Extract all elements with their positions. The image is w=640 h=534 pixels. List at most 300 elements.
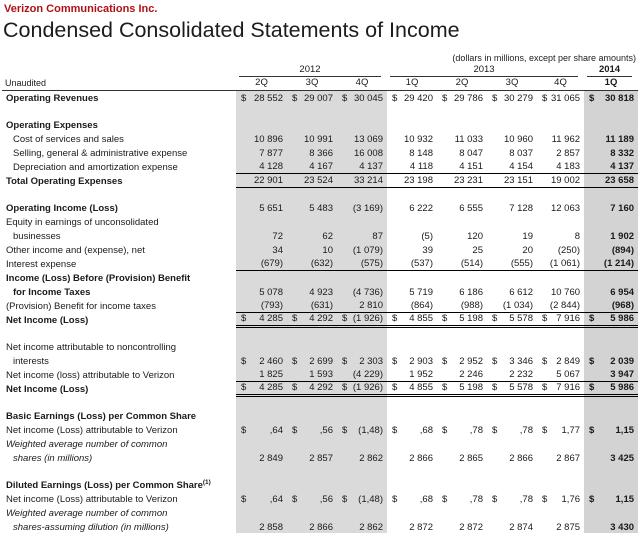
row-label — [2, 367, 236, 381]
value-cell — [537, 395, 584, 408]
cell-value: (575) — [360, 258, 383, 269]
value-cell — [437, 353, 487, 367]
value-cell — [487, 117, 537, 131]
value-cell — [236, 395, 287, 408]
value-cell — [584, 326, 638, 339]
row-label — [2, 450, 236, 464]
dollar-sign: $ — [492, 382, 498, 393]
row-label — [2, 270, 236, 284]
value-cell — [437, 214, 487, 228]
cell-value: 4 292 — [309, 382, 333, 393]
value-cell — [487, 104, 537, 117]
value-cell — [487, 436, 537, 450]
cell-value: 19 — [522, 230, 533, 242]
dollar-sign: $ — [589, 92, 595, 104]
table-row — [2, 381, 638, 395]
cell-value: (1 926) — [352, 313, 383, 324]
table-row — [2, 519, 638, 533]
value-cell — [537, 298, 584, 312]
value-cell — [537, 505, 584, 519]
value-cell — [287, 395, 337, 408]
value-cell — [236, 145, 287, 159]
value-cell — [287, 117, 337, 131]
value-cell — [537, 90, 584, 104]
value-cell — [584, 242, 638, 256]
value-cell — [487, 256, 537, 270]
cell-value: (1 061) — [549, 258, 581, 269]
cell-value: (1 079) — [352, 244, 383, 256]
cell-value: (864) — [410, 300, 433, 311]
dollar-sign: $ — [292, 313, 298, 324]
quarter-label: 4Q — [337, 77, 387, 90]
dollar-sign: $ — [292, 382, 298, 393]
table-row — [2, 214, 638, 228]
dollar-sign: $ — [292, 493, 298, 505]
dollar-sign: $ — [392, 424, 398, 436]
value-cell — [487, 339, 537, 353]
value-cell — [387, 200, 437, 214]
value-cell — [437, 117, 487, 131]
cell-value: 4 128 — [259, 161, 283, 172]
value-cell — [537, 117, 584, 131]
value-cell — [487, 270, 537, 284]
value-cell — [537, 422, 584, 436]
row-label — [2, 256, 236, 270]
value-cell — [236, 464, 287, 477]
row-label — [2, 173, 236, 187]
cell-value: (2 844) — [549, 300, 581, 311]
value-cell — [337, 131, 387, 145]
value-cell — [236, 450, 287, 464]
row-label-text: Weighted average number of common — [6, 507, 168, 519]
value-cell — [337, 519, 387, 533]
value-cell — [287, 145, 337, 159]
value-cell — [387, 90, 437, 104]
table-row — [2, 131, 638, 145]
value-cell — [387, 505, 437, 519]
row-label-text: Interest expense — [6, 258, 77, 270]
year-group-2013 — [387, 64, 584, 77]
value-cell — [437, 312, 487, 326]
value-cell — [487, 200, 537, 214]
cell-value: 4 285 — [259, 313, 283, 324]
table-row — [2, 242, 638, 256]
value-cell — [584, 104, 638, 117]
row-label-text: (Provision) Benefit for income taxes — [6, 300, 156, 312]
row-label-text: Cost of services and sales — [13, 133, 124, 145]
value-cell — [537, 104, 584, 117]
value-cell — [387, 187, 437, 200]
cell-value: 10 — [322, 244, 333, 256]
cell-value: 11 033 — [454, 133, 483, 145]
table-row — [2, 200, 638, 214]
cell-value: 1,77 — [561, 424, 581, 436]
unaudited-label: Unaudited — [2, 77, 236, 90]
value-cell — [537, 408, 584, 422]
value-cell — [437, 173, 487, 187]
value-cell — [337, 214, 387, 228]
value-cell — [437, 436, 487, 450]
value-cell — [236, 131, 287, 145]
value-cell — [236, 491, 287, 505]
value-cell — [287, 187, 337, 200]
value-cell — [236, 312, 287, 326]
cell-value: 25 — [472, 244, 483, 256]
cell-value: ,64 — [269, 424, 283, 436]
value-cell — [236, 159, 287, 173]
value-cell — [487, 298, 537, 312]
cell-value: ,78 — [519, 493, 533, 505]
quarter-label: 2Q — [236, 77, 287, 90]
value-cell — [337, 450, 387, 464]
cell-value: 4 183 — [556, 161, 581, 172]
value-cell — [337, 173, 387, 187]
row-label-text: Net income (loss) attributable to Verizon — [6, 369, 175, 381]
value-cell — [387, 242, 437, 256]
cell-value: 23 198 — [403, 175, 433, 186]
value-cell — [387, 117, 437, 131]
row-label — [2, 117, 236, 131]
cell-value: 2 849 — [556, 355, 581, 367]
cell-value: 7 160 — [610, 202, 635, 214]
value-cell — [236, 436, 287, 450]
value-cell — [337, 228, 387, 242]
cell-value: 2 303 — [359, 355, 383, 367]
value-cell — [236, 381, 287, 395]
table-row — [2, 408, 638, 422]
value-cell — [337, 505, 387, 519]
table-row — [2, 367, 638, 381]
cell-value: 2 865 — [459, 452, 483, 464]
cell-value: 7 877 — [259, 147, 283, 159]
cell-value: (632) — [310, 258, 333, 269]
row-label-text: Operating Expenses — [6, 119, 98, 131]
cell-value: 2 460 — [259, 355, 283, 367]
row-label — [2, 477, 236, 491]
cell-value: (555) — [510, 258, 533, 269]
row-label — [2, 326, 236, 339]
value-cell — [537, 270, 584, 284]
dollar-sign: $ — [442, 313, 448, 324]
cell-value: 1 952 — [409, 369, 433, 380]
value-cell — [437, 395, 487, 408]
value-cell — [584, 298, 638, 312]
dollar-sign: $ — [392, 355, 398, 367]
value-cell — [236, 90, 287, 104]
cell-value: 3 425 — [610, 452, 635, 464]
dollar-sign: $ — [342, 313, 348, 324]
value-cell — [487, 450, 537, 464]
value-cell — [387, 491, 437, 505]
value-cell — [287, 477, 337, 491]
cell-value: 2 858 — [259, 521, 283, 533]
value-cell — [337, 104, 387, 117]
value-cell — [287, 90, 337, 104]
year-label: 2012 — [239, 65, 381, 77]
value-cell — [584, 422, 638, 436]
value-cell — [437, 298, 487, 312]
value-cell — [584, 173, 638, 187]
row-label-text: Net income (Loss) attributable to Verizon — [6, 424, 178, 436]
row-label-text: Net Income (Loss) — [6, 314, 89, 326]
cell-value: 23 231 — [453, 175, 483, 186]
table-row — [2, 159, 638, 173]
cell-value: 2 699 — [309, 355, 333, 367]
value-cell — [337, 422, 387, 436]
cell-value: 2 866 — [309, 521, 333, 533]
value-cell — [337, 298, 387, 312]
value-cell — [584, 312, 638, 326]
row-label — [2, 505, 236, 519]
dollar-sign: $ — [392, 92, 398, 104]
cell-value: 2 867 — [556, 452, 581, 464]
value-cell — [337, 395, 387, 408]
table-row — [2, 450, 638, 464]
row-label-text: Net income (Loss) attributable to Verizon — [6, 493, 178, 505]
cell-value: 5 078 — [259, 286, 283, 298]
value-cell — [236, 242, 287, 256]
dollar-sign: $ — [542, 92, 548, 104]
value-cell — [537, 326, 584, 339]
row-label-text: Equity in earnings of unconsolidated — [6, 216, 159, 228]
year-row-spacer — [2, 64, 236, 77]
value-cell — [287, 519, 337, 533]
value-cell — [287, 353, 337, 367]
value-cell — [584, 395, 638, 408]
value-cell — [387, 408, 437, 422]
cell-value: 4 292 — [309, 313, 333, 324]
value-cell — [287, 214, 337, 228]
value-cell — [236, 298, 287, 312]
dollar-sign: $ — [241, 424, 247, 436]
cell-value: 5 986 — [610, 382, 635, 393]
value-cell — [537, 228, 584, 242]
dollar-sign: $ — [241, 313, 247, 324]
cell-value: 13 069 — [353, 133, 383, 145]
cell-value: 11 962 — [551, 133, 581, 145]
value-cell — [537, 477, 584, 491]
value-cell — [337, 353, 387, 367]
value-cell — [437, 159, 487, 173]
cell-value: 8 366 — [309, 147, 333, 159]
cell-value: 7 128 — [509, 202, 533, 214]
dollar-sign: $ — [442, 424, 448, 436]
value-cell — [487, 422, 537, 436]
dollar-sign: $ — [589, 493, 595, 505]
cell-value: 2 875 — [556, 521, 581, 533]
cell-value: 4 923 — [309, 286, 333, 298]
cell-value: 10 760 — [550, 286, 581, 298]
cell-value: 1 825 — [259, 369, 283, 380]
spacer-row — [2, 104, 638, 117]
dollar-sign: $ — [542, 493, 548, 505]
value-cell — [337, 270, 387, 284]
year-label: 2014 — [587, 65, 632, 77]
value-cell — [236, 200, 287, 214]
value-cell — [236, 270, 287, 284]
table-row — [2, 284, 638, 298]
cell-value: 87 — [372, 230, 383, 242]
value-cell — [236, 477, 287, 491]
value-cell — [337, 312, 387, 326]
cell-value: 8 047 — [459, 147, 483, 159]
cell-value: 2 862 — [359, 452, 383, 464]
value-cell — [537, 145, 584, 159]
cell-value: (988) — [460, 300, 483, 311]
cell-value: 12 063 — [550, 202, 581, 214]
value-cell — [236, 117, 287, 131]
value-cell — [236, 353, 287, 367]
value-cell — [387, 284, 437, 298]
dollar-sign: $ — [589, 382, 595, 393]
value-cell — [584, 519, 638, 533]
value-cell — [487, 519, 537, 533]
value-cell — [584, 284, 638, 298]
value-cell — [287, 408, 337, 422]
dollar-sign: $ — [492, 92, 498, 104]
income-statement-table — [2, 64, 638, 533]
value-cell — [487, 145, 537, 159]
value-cell — [437, 145, 487, 159]
dollar-sign: $ — [241, 382, 247, 393]
value-cell — [487, 491, 537, 505]
value-cell — [584, 145, 638, 159]
value-cell — [287, 312, 337, 326]
cell-value: 5 986 — [610, 313, 635, 324]
table-row — [2, 145, 638, 159]
cell-value: 1,15 — [615, 424, 635, 436]
value-cell — [487, 242, 537, 256]
value-cell — [537, 242, 584, 256]
value-cell — [287, 326, 337, 339]
cell-value: 2 872 — [409, 521, 433, 533]
spacer-row — [2, 395, 638, 408]
table-row — [2, 353, 638, 367]
value-cell — [584, 505, 638, 519]
dollar-sign: $ — [492, 355, 498, 367]
cell-value: 7 916 — [556, 313, 581, 324]
cell-value: (1 214) — [603, 258, 635, 269]
cell-value: (5) — [421, 230, 433, 242]
dollar-sign: $ — [292, 355, 298, 367]
value-cell — [584, 408, 638, 422]
spacer-row — [2, 187, 638, 200]
value-cell — [537, 173, 584, 187]
value-cell — [236, 228, 287, 242]
value-cell — [287, 298, 337, 312]
row-label — [2, 381, 236, 395]
value-cell — [537, 187, 584, 200]
cell-value: (1 034) — [502, 300, 533, 311]
value-cell — [287, 270, 337, 284]
cell-value: 2 874 — [509, 521, 533, 533]
value-cell — [236, 408, 287, 422]
dollar-sign: $ — [392, 313, 398, 324]
value-cell — [487, 395, 537, 408]
quarter-label: 1Q — [387, 77, 437, 90]
value-cell — [337, 381, 387, 395]
quarter-label: 3Q — [487, 77, 537, 90]
row-label — [2, 312, 236, 326]
cell-value: 6 555 — [459, 202, 483, 214]
dollar-sign: $ — [342, 382, 348, 393]
value-cell — [337, 117, 387, 131]
value-cell — [584, 450, 638, 464]
cell-value: 2 866 — [409, 452, 433, 464]
cell-value: 1 902 — [610, 230, 635, 242]
value-cell — [236, 173, 287, 187]
value-cell — [387, 214, 437, 228]
cell-value: 29 007 — [303, 92, 333, 104]
dollar-sign: $ — [442, 92, 448, 104]
value-cell — [487, 214, 537, 228]
value-cell — [487, 159, 537, 173]
cell-value: 4 285 — [259, 382, 283, 393]
cell-value: 5 483 — [309, 202, 333, 214]
quarter-label: 4Q — [537, 77, 584, 90]
cell-value: 10 896 — [253, 133, 283, 145]
value-cell — [487, 408, 537, 422]
value-cell — [487, 187, 537, 200]
cell-value: 2 849 — [259, 452, 283, 464]
value-cell — [437, 408, 487, 422]
year-group-2012 — [236, 64, 387, 77]
value-cell — [337, 145, 387, 159]
value-cell — [437, 131, 487, 145]
cell-value: 5 651 — [259, 202, 283, 214]
row-label — [2, 353, 236, 367]
dollar-sign: $ — [392, 493, 398, 505]
cell-value: 4 137 — [359, 161, 383, 172]
cell-value: 30 818 — [604, 92, 635, 104]
dollar-sign: $ — [442, 355, 448, 367]
row-label — [2, 298, 236, 312]
dollar-sign: $ — [589, 313, 595, 324]
value-cell — [584, 477, 638, 491]
cell-value: 2 872 — [459, 521, 483, 533]
value-cell — [437, 90, 487, 104]
value-cell — [287, 381, 337, 395]
value-cell — [337, 339, 387, 353]
cell-value: ,64 — [269, 493, 283, 505]
cell-value: 6 954 — [610, 286, 635, 298]
cell-value: 10 960 — [503, 133, 533, 145]
value-cell — [387, 173, 437, 187]
value-cell — [236, 519, 287, 533]
value-cell — [584, 367, 638, 381]
value-cell — [584, 159, 638, 173]
value-cell — [337, 187, 387, 200]
value-cell — [487, 284, 537, 298]
dollar-sign: $ — [342, 493, 348, 505]
value-cell — [387, 228, 437, 242]
row-label-text: Operating Income (Loss) — [6, 202, 118, 214]
cell-value: ,56 — [319, 493, 333, 505]
cell-value: 2 810 — [359, 300, 383, 311]
cell-value: ,78 — [519, 424, 533, 436]
value-cell — [236, 104, 287, 117]
page-title: Condensed Consolidated Statements of Income — [3, 18, 460, 42]
row-label — [2, 145, 236, 159]
value-cell — [537, 367, 584, 381]
value-cell — [437, 104, 487, 117]
cell-value: 2 246 — [459, 369, 483, 380]
value-cell — [437, 326, 487, 339]
dollar-sign: $ — [542, 313, 548, 324]
table-row — [2, 505, 638, 519]
value-cell — [337, 284, 387, 298]
dollar-sign: $ — [392, 382, 398, 393]
